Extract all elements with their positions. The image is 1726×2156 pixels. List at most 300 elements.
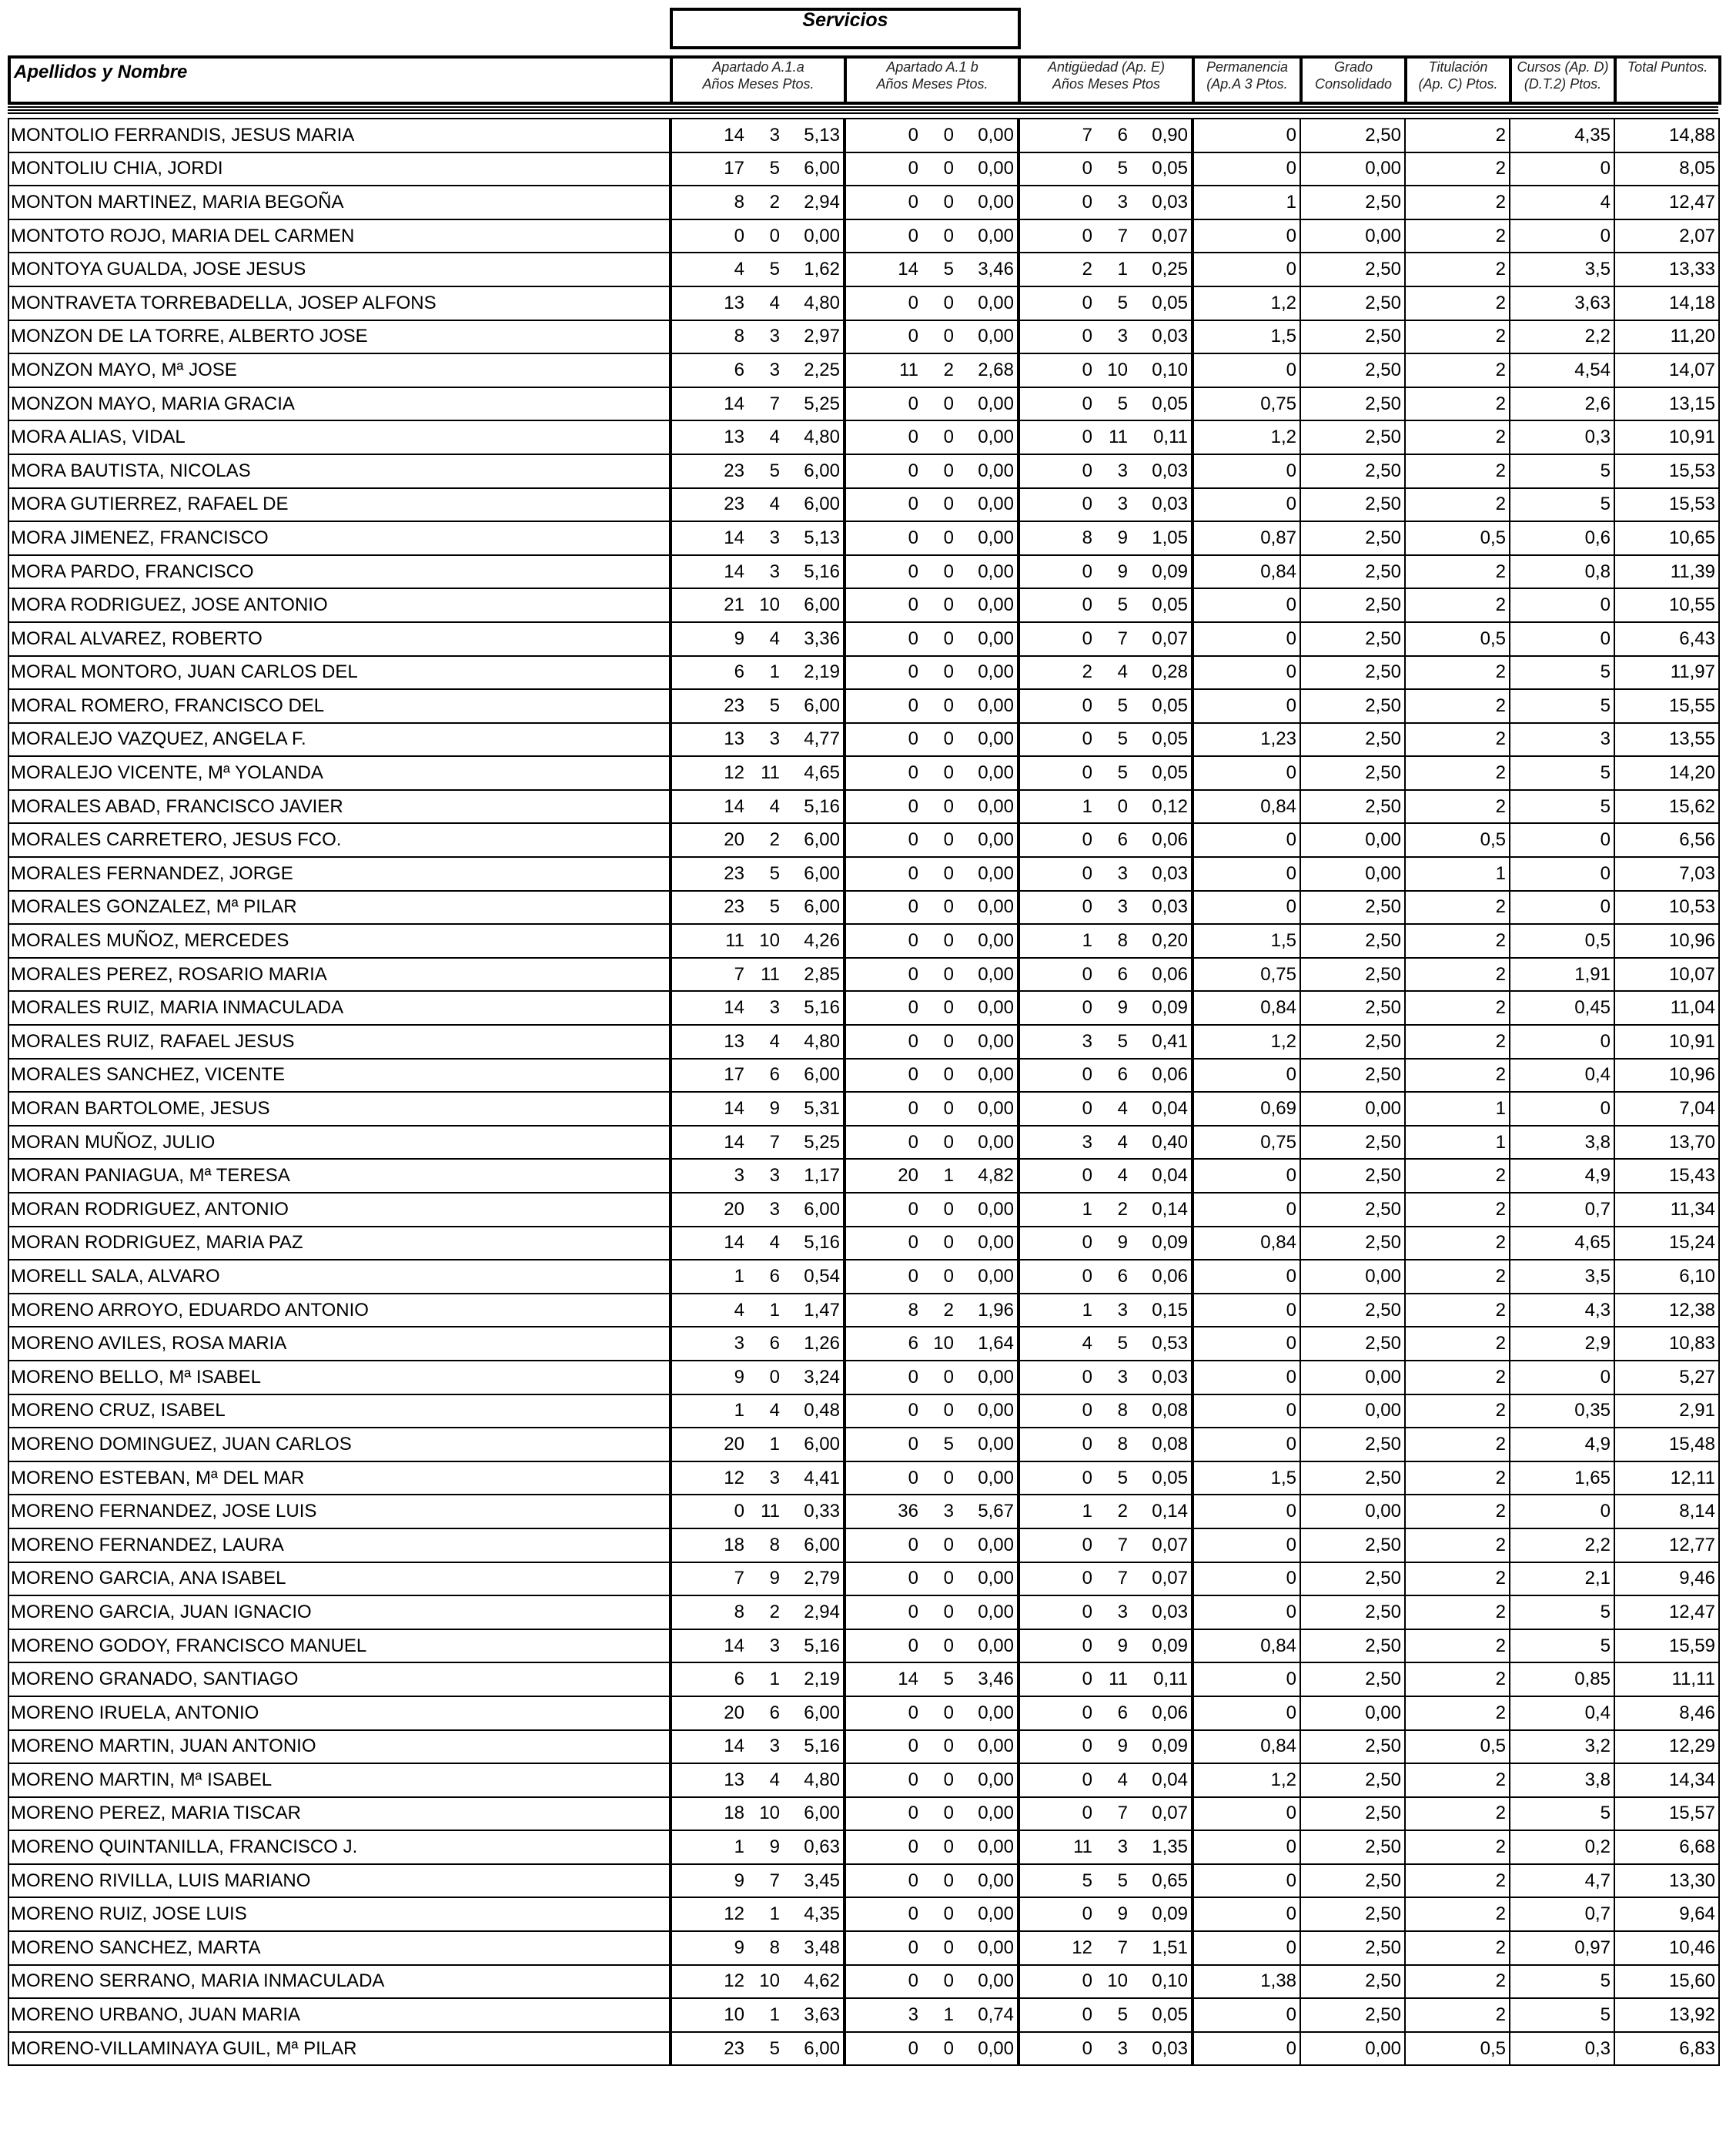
cursos-cell: 0,4 <box>1510 1059 1614 1093</box>
meses-value: 2 <box>943 1299 954 1321</box>
anos-value: 1 <box>734 1400 744 1421</box>
table-row <box>8 186 1719 219</box>
meses-value: 3 <box>769 1736 780 1757</box>
apartado-a1b-cell <box>845 1092 1019 1126</box>
grado-cell: 2,50 <box>1300 286 1405 320</box>
total-cell: 12,11 <box>1614 1461 1719 1495</box>
meses-value: 5 <box>1117 1467 1128 1488</box>
ptos-value: 0,08 <box>1152 1400 1188 1421</box>
antiguedad-cell <box>1019 723 1192 757</box>
apartado-a1a-cell <box>671 286 845 320</box>
apartado-a1a-cell <box>671 1797 845 1831</box>
anos-value: 12 <box>724 1903 744 1925</box>
meses-value: 7 <box>769 1870 780 1891</box>
ptos-value: 4,80 <box>804 292 840 313</box>
name-cell: MORALES FERNANDEZ, JORGE <box>8 857 671 891</box>
apartado-a1b-cell <box>845 1797 1019 1831</box>
cursos-cell: 4,54 <box>1510 353 1614 387</box>
antiguedad-cell <box>1019 1830 1192 1864</box>
anos-value: 14 <box>724 124 744 146</box>
table-row <box>8 723 1719 757</box>
name-cell: MORENO FERNANDEZ, LAURA <box>8 1528 671 1562</box>
anos-value: 0 <box>1082 158 1092 179</box>
table-row <box>8 1730 1719 1764</box>
apartado-a1a-cell <box>671 958 845 992</box>
total-cell: 6,83 <box>1614 2032 1719 2066</box>
ptos-value: 0,00 <box>978 1098 1014 1120</box>
titulacion-cell: 1 <box>1405 1126 1510 1160</box>
meses-value: 10 <box>759 930 780 952</box>
name-cell: MORA PARDO, FRANCISCO <box>8 555 671 589</box>
meses-value: 5 <box>943 1433 954 1455</box>
anos-value: 0 <box>908 1803 918 1824</box>
anos-value: 0 <box>1082 494 1092 515</box>
permanencia-cell: 0 <box>1192 1696 1300 1730</box>
anos-value: 14 <box>724 1635 744 1656</box>
ptos-value: 1,35 <box>1152 1836 1188 1858</box>
meses-value: 1 <box>769 1433 780 1455</box>
titulacion-cell: 2 <box>1405 1629 1510 1663</box>
anos-value: 14 <box>724 1232 744 1254</box>
meses-value: 5 <box>1117 1870 1128 1891</box>
total-cell: 10,91 <box>1614 1025 1719 1059</box>
apartado-a1b-cell <box>845 555 1019 589</box>
name-cell: MORENO RUIZ, JOSE LUIS <box>8 1897 671 1931</box>
meses-value: 5 <box>1117 762 1128 784</box>
meses-value: 7 <box>1117 1534 1128 1555</box>
apartado-a1b-cell <box>845 756 1019 790</box>
permanencia-cell: 0 <box>1192 1830 1300 1864</box>
anos-value: 8 <box>734 1601 744 1622</box>
ptos-value: 0,00 <box>978 862 1014 884</box>
total-cell: 14,18 <box>1614 286 1719 320</box>
apartado-a1b-cell <box>845 1998 1019 2032</box>
grado-cell: 2,50 <box>1300 1830 1405 1864</box>
meses-value: 2 <box>943 359 954 380</box>
anos-value: 0 <box>908 695 918 716</box>
table-row <box>8 1361 1719 1394</box>
cursos-cell: 0 <box>1510 857 1614 891</box>
anos-value: 3 <box>1082 1030 1092 1052</box>
ptos-value: 0,03 <box>1152 326 1188 347</box>
ptos-value: 0,10 <box>1152 359 1188 380</box>
cursos-cell: 3,8 <box>1510 1126 1614 1160</box>
ptos-value: 4,65 <box>804 762 840 784</box>
anos-value: 23 <box>724 2037 744 2059</box>
name-cell: MORENO IRUELA, ANTONIO <box>8 1696 671 1730</box>
apartado-a1a-cell <box>671 1528 845 1562</box>
anos-value: 11 <box>725 930 744 952</box>
anos-value: 23 <box>724 460 744 481</box>
permanencia-cell: 0 <box>1192 152 1300 186</box>
name-cell: MORALES RUIZ, MARIA INMACULADA <box>8 991 671 1025</box>
permanencia-cell: 0 <box>1192 488 1300 522</box>
apartado-a1b-cell <box>845 1394 1019 1428</box>
meses-value: 7 <box>1117 1803 1128 1824</box>
table-row <box>8 1394 1719 1428</box>
servicios-header: Servicios <box>670 8 1021 49</box>
meses-value: 8 <box>769 1937 780 1958</box>
apartado-a1a-cell <box>671 320 845 354</box>
grado-cell: 2,50 <box>1300 1864 1405 1898</box>
ptos-value: 0,00 <box>978 1467 1014 1488</box>
ptos-value: 4,62 <box>804 1970 840 1992</box>
name-cell: MORA ALIAS, VIDAL <box>8 420 671 454</box>
name-cell: MORALES CARRETERO, JESUS FCO. <box>8 823 671 857</box>
meses-value: 11 <box>1109 427 1128 448</box>
total-cell: 15,43 <box>1614 1159 1719 1193</box>
anos-value: 2 <box>1082 259 1092 280</box>
meses-value: 0 <box>943 1131 954 1153</box>
permanencia-cell: 0,84 <box>1192 1227 1300 1260</box>
meses-value: 0 <box>943 795 954 817</box>
meses-value: 0 <box>943 963 954 985</box>
apartado-a1b-cell <box>845 1528 1019 1562</box>
table-row <box>8 1461 1719 1495</box>
cursos-cell: 0,8 <box>1510 555 1614 589</box>
meses-value: 0 <box>943 225 954 246</box>
header-antiguedad: Antigüedad (Ap. E) Años Meses Ptos <box>1019 57 1193 103</box>
anos-value: 0 <box>908 762 918 784</box>
ptos-value: 0,10 <box>1152 1970 1188 1992</box>
meses-value: 3 <box>1117 191 1128 213</box>
ptos-value: 0,05 <box>1152 158 1188 179</box>
cursos-cell: 0 <box>1510 622 1614 656</box>
anos-value: 0 <box>1082 762 1092 784</box>
permanencia-cell: 0 <box>1192 253 1300 286</box>
grado-cell: 2,50 <box>1300 555 1405 589</box>
anos-value: 14 <box>724 1736 744 1757</box>
meses-value: 4 <box>769 628 780 649</box>
titulacion-cell: 2 <box>1405 1830 1510 1864</box>
grado-cell: 2,50 <box>1300 723 1405 757</box>
titulacion-cell: 2 <box>1405 320 1510 354</box>
anos-value: 0 <box>908 427 918 448</box>
titulacion-cell: 2 <box>1405 1562 1510 1596</box>
table-row <box>8 991 1719 1025</box>
anos-value: 0 <box>1082 1769 1092 1790</box>
header-titulacion: Titulación (Ap. C) Ptos. <box>1406 57 1510 103</box>
anos-value: 0 <box>908 1198 918 1220</box>
grado-cell: 2,50 <box>1300 1562 1405 1596</box>
grado-cell: 0,00 <box>1300 1394 1405 1428</box>
ptos-value: 0,12 <box>1152 795 1188 817</box>
apartado-a1b-cell <box>845 823 1019 857</box>
table-row <box>8 420 1719 454</box>
ptos-value: 0,04 <box>1152 1098 1188 1120</box>
name-cell: MONZON DE LA TORRE, ALBERTO JOSE <box>8 320 671 354</box>
permanencia-cell: 0 <box>1192 1361 1300 1394</box>
antiguedad-cell <box>1019 320 1192 354</box>
table-row <box>8 1965 1719 1999</box>
anos-value: 0 <box>1082 1669 1092 1690</box>
total-cell: 8,05 <box>1614 152 1719 186</box>
meses-value: 6 <box>769 1333 780 1354</box>
antiguedad-cell <box>1019 555 1192 589</box>
table-row <box>8 1092 1719 1126</box>
total-cell: 6,10 <box>1614 1260 1719 1294</box>
grado-cell: 0,00 <box>1300 2032 1405 2066</box>
permanencia-cell: 0 <box>1192 1394 1300 1428</box>
anos-value: 17 <box>724 1064 744 1086</box>
meses-value: 0 <box>943 695 954 716</box>
meses-value: 0 <box>943 561 954 582</box>
permanencia-cell: 0 <box>1192 1797 1300 1831</box>
ptos-value: 5,16 <box>804 1736 840 1757</box>
total-cell: 11,97 <box>1614 656 1719 690</box>
anos-value: 1 <box>1082 795 1092 817</box>
antiguedad-cell <box>1019 454 1192 488</box>
ptos-value: 0,41 <box>1152 1030 1188 1052</box>
ptos-value: 0,00 <box>978 326 1014 347</box>
meses-value: 3 <box>769 1165 780 1187</box>
meses-value: 5 <box>943 259 954 280</box>
name-cell: MORA BAUTISTA, NICOLAS <box>8 454 671 488</box>
grado-cell: 0,00 <box>1300 152 1405 186</box>
ptos-value: 0,05 <box>1152 393 1188 414</box>
meses-value: 0 <box>943 1736 954 1757</box>
meses-value: 6 <box>1117 1064 1128 1086</box>
anos-value: 6 <box>734 359 744 380</box>
grado-cell: 2,50 <box>1300 958 1405 992</box>
ptos-value: 6,00 <box>804 1803 840 1824</box>
ptos-value: 5,31 <box>804 1098 840 1120</box>
meses-value: 5 <box>1117 728 1128 750</box>
ptos-value: 4,41 <box>804 1467 840 1488</box>
titulacion-cell: 2 <box>1405 656 1510 690</box>
titulacion-cell: 1 <box>1405 857 1510 891</box>
cursos-cell: 0 <box>1510 1361 1614 1394</box>
anos-value: 1 <box>1082 930 1092 952</box>
apartado-a1a-cell <box>671 1662 845 1696</box>
permanencia-cell: 0 <box>1192 1428 1300 1461</box>
cursos-cell: 5 <box>1510 1797 1614 1831</box>
meses-value: 8 <box>1117 930 1128 952</box>
ptos-value: 0,06 <box>1152 1265 1188 1287</box>
apartado-a1b-cell <box>845 891 1019 925</box>
meses-value: 0 <box>943 427 954 448</box>
apartado-a1a-cell <box>671 1092 845 1126</box>
antiguedad-cell <box>1019 656 1192 690</box>
anos-value: 0 <box>908 1769 918 1790</box>
anos-value: 17 <box>724 158 744 179</box>
grado-cell: 2,50 <box>1300 1327 1405 1361</box>
meses-value: 7 <box>1117 225 1128 246</box>
anos-value: 0 <box>908 158 918 179</box>
permanencia-cell: 0 <box>1192 1562 1300 1596</box>
permanencia-cell: 1,5 <box>1192 320 1300 354</box>
anos-value: 13 <box>724 427 744 448</box>
name-cell: MORALES PEREZ, ROSARIO MARIA <box>8 958 671 992</box>
antiguedad-cell <box>1019 1696 1192 1730</box>
table-row <box>8 790 1719 824</box>
cursos-cell: 5 <box>1510 488 1614 522</box>
antiguedad-cell <box>1019 420 1192 454</box>
table-row <box>8 1159 1719 1193</box>
ptos-value: 6,00 <box>804 1433 840 1455</box>
apartado-a1a-cell <box>671 1159 845 1193</box>
apartado-a1b-cell <box>845 1260 1019 1294</box>
grado-cell: 2,50 <box>1300 1595 1405 1629</box>
meses-value: 3 <box>769 359 780 380</box>
name-cell: MORENO URBANO, JUAN MARIA <box>8 1998 671 2032</box>
anos-value: 0 <box>908 1568 918 1589</box>
grado-cell: 2,50 <box>1300 622 1405 656</box>
table-row <box>8 1662 1719 1696</box>
anos-value: 0 <box>1082 628 1092 649</box>
ptos-value: 0,05 <box>1152 695 1188 716</box>
grado-cell: 0,00 <box>1300 219 1405 253</box>
apartado-a1a-cell <box>671 555 845 589</box>
apartado-a1b-cell <box>845 1126 1019 1160</box>
anos-value: 0 <box>908 1903 918 1925</box>
anos-value: 3 <box>734 1333 744 1354</box>
cursos-cell: 4,7 <box>1510 1864 1614 1898</box>
name-cell: MORENO GARCIA, JUAN IGNACIO <box>8 1595 671 1629</box>
meses-value: 0 <box>943 1098 954 1120</box>
permanencia-cell: 1,5 <box>1192 1461 1300 1495</box>
ptos-value: 0,05 <box>1152 594 1188 616</box>
meses-value: 1 <box>1117 259 1128 280</box>
grado-cell: 0,00 <box>1300 857 1405 891</box>
anos-value: 0 <box>908 1836 918 1858</box>
titulacion-cell: 2 <box>1405 790 1510 824</box>
antiguedad-cell <box>1019 253 1192 286</box>
antiguedad-cell <box>1019 756 1192 790</box>
ptos-value: 0,28 <box>1152 661 1188 683</box>
permanencia-cell: 0,69 <box>1192 1092 1300 1126</box>
table-row <box>8 286 1719 320</box>
name-cell: MORAL ALVAREZ, ROBERTO <box>8 622 671 656</box>
apartado-a1b-cell <box>845 991 1019 1025</box>
ptos-value: 6,00 <box>804 1534 840 1555</box>
total-cell: 7,03 <box>1614 857 1719 891</box>
titulacion-cell: 0,5 <box>1405 521 1510 555</box>
titulacion-cell: 2 <box>1405 756 1510 790</box>
meses-value: 7 <box>769 393 780 414</box>
ptos-value: 0,14 <box>1152 1501 1188 1522</box>
meses-value: 0 <box>943 1568 954 1589</box>
apartado-a1a-cell <box>671 622 845 656</box>
meses-value: 0 <box>943 527 954 548</box>
total-cell: 15,55 <box>1614 689 1719 723</box>
antiguedad-cell <box>1019 924 1192 958</box>
anos-value: 0 <box>908 1064 918 1086</box>
permanencia-cell: 0 <box>1192 823 1300 857</box>
meses-value: 4 <box>1117 661 1128 683</box>
antiguedad-cell <box>1019 790 1192 824</box>
antiguedad-cell <box>1019 1998 1192 2032</box>
anos-value: 1 <box>1082 1198 1092 1220</box>
apartado-a1b-cell <box>845 320 1019 354</box>
anos-value: 10 <box>724 2004 744 2026</box>
total-cell: 12,38 <box>1614 1294 1719 1327</box>
meses-value: 3 <box>1117 1299 1128 1321</box>
antiguedad-cell <box>1019 1528 1192 1562</box>
apartado-a1b-cell <box>845 1897 1019 1931</box>
anos-value: 9 <box>734 628 744 649</box>
antiguedad-cell <box>1019 1662 1192 1696</box>
name-cell: MORAN BARTOLOME, JESUS <box>8 1092 671 1126</box>
meses-value: 0 <box>943 1198 954 1220</box>
grado-cell: 2,50 <box>1300 119 1405 152</box>
meses-value: 7 <box>769 1131 780 1153</box>
meses-value: 2 <box>1117 1198 1128 1220</box>
meses-value: 11 <box>761 762 780 784</box>
name-cell: MORENO GODOY, FRANCISCO MANUEL <box>8 1629 671 1663</box>
apartado-a1a-cell <box>671 1227 845 1260</box>
meses-value: 0 <box>943 1400 954 1421</box>
apartado-a1a-cell <box>671 656 845 690</box>
antiguedad-cell <box>1019 857 1192 891</box>
grado-cell: 2,50 <box>1300 1461 1405 1495</box>
meses-value: 4 <box>769 1030 780 1052</box>
ptos-value: 3,36 <box>804 628 840 649</box>
anos-value: 0 <box>1082 1635 1092 1656</box>
cursos-cell: 2,6 <box>1510 387 1614 421</box>
anos-value: 0 <box>908 628 918 649</box>
ptos-value: 0,00 <box>978 393 1014 414</box>
antiguedad-cell <box>1019 991 1192 1025</box>
total-cell: 10,96 <box>1614 1059 1719 1093</box>
antiguedad-cell <box>1019 488 1192 522</box>
antiguedad-cell <box>1019 353 1192 387</box>
anos-value: 21 <box>724 594 744 616</box>
anos-value: 0 <box>1082 829 1092 851</box>
ptos-value: 3,45 <box>804 1870 840 1891</box>
table-row <box>8 1562 1719 1596</box>
cursos-cell: 0,2 <box>1510 1830 1614 1864</box>
meses-value: 9 <box>1117 561 1128 582</box>
anos-value: 14 <box>724 1131 744 1153</box>
name-cell: MORALEJO VAZQUEZ, ANGELA F. <box>8 723 671 757</box>
anos-value: 0 <box>1082 1232 1092 1254</box>
anos-value: 0 <box>908 292 918 313</box>
titulacion-cell: 2 <box>1405 1662 1510 1696</box>
meses-value: 1 <box>943 1165 954 1187</box>
grado-cell: 2,50 <box>1300 320 1405 354</box>
ptos-value: 0,40 <box>1152 1131 1188 1153</box>
ptos-value: 0,00 <box>978 1836 1014 1858</box>
anos-value: 0 <box>908 1702 918 1723</box>
permanencia-cell: 0,84 <box>1192 1730 1300 1764</box>
table-row <box>8 353 1719 387</box>
titulacion-cell: 2 <box>1405 1864 1510 1898</box>
titulacion-cell: 2 <box>1405 991 1510 1025</box>
anos-value: 0 <box>908 795 918 817</box>
table-row <box>8 454 1719 488</box>
meses-value: 5 <box>1117 292 1128 313</box>
name-cell: MORENO BELLO, Mª ISABEL <box>8 1361 671 1394</box>
ptos-value: 2,85 <box>804 963 840 985</box>
antiguedad-cell <box>1019 622 1192 656</box>
anos-value: 14 <box>898 259 918 280</box>
table-row <box>8 1797 1719 1831</box>
meses-value: 9 <box>1117 1736 1128 1757</box>
titulacion-cell: 1 <box>1405 1092 1510 1126</box>
table-row <box>8 857 1719 891</box>
meses-value: 4 <box>1117 1769 1128 1790</box>
meses-value: 3 <box>769 997 780 1019</box>
titulacion-cell: 2 <box>1405 1998 1510 2032</box>
anos-value: 3 <box>1082 1131 1092 1153</box>
antiguedad-cell <box>1019 219 1192 253</box>
anos-value: 0 <box>1082 460 1092 481</box>
meses-value: 11 <box>761 1501 780 1522</box>
cursos-cell: 1,65 <box>1510 1461 1614 1495</box>
ptos-value: 5,13 <box>804 124 840 146</box>
anos-value: 8 <box>908 1299 918 1321</box>
